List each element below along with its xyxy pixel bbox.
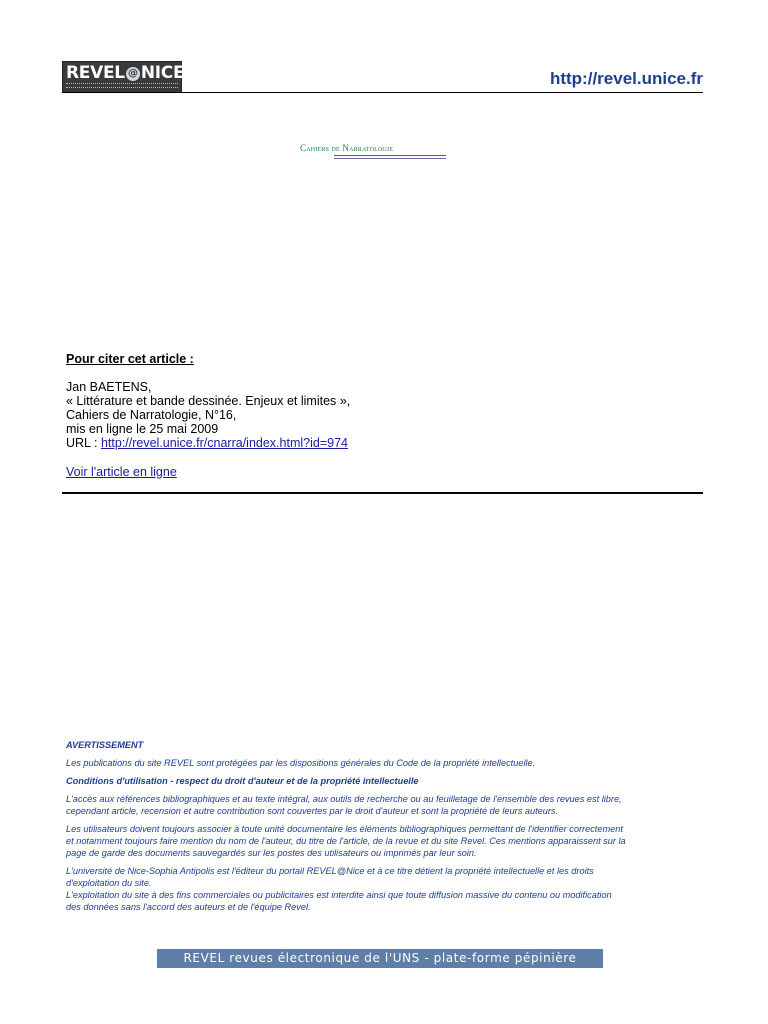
p3-line1: Les utilisateurs doivent toujours associer à toute unité documentaire les éléments bibliographiques permettant de l'identifier correctement <box>66 824 623 834</box>
journal-underline-red <box>334 155 446 156</box>
citation-url-line <box>66 436 350 450</box>
citation-url-link[interactable]: http://revel.unice.fr/cnarra/index.html?id=974 <box>100 436 348 450</box>
revel-nice-logo <box>62 61 185 93</box>
section-divider <box>62 492 703 494</box>
site-url-link[interactable]: http://revel.unice.fr <box>549 69 703 88</box>
warning-title: AVERTISSEMENT <box>66 740 144 750</box>
p4-line4: des données sans l'accord des auteurs et de l'équipe Revel. <box>66 902 311 912</box>
warning-block <box>66 739 706 919</box>
p2-line2: cependant article, recension et autre contribution sont couvertes par le droit d'auteur et sont la propriété de leurs auteurs. <box>66 806 559 816</box>
conditions-title: Conditions d'utilisation - respect du droit d'auteur et de la propriété intellectuelle <box>66 776 419 786</box>
citation-block <box>66 380 350 450</box>
voir-article-link[interactable]: Voir l'article en ligne <box>66 465 177 479</box>
citation-url-label: URL : <box>66 436 101 450</box>
warning-paragraph-2 <box>66 793 706 817</box>
logo-nice-text: NICE <box>140 63 185 83</box>
journal-title: Cahiers de Narratologie <box>300 143 394 153</box>
citation-title: « Littérature et bande dessinée. Enjeux et limites », <box>66 394 351 408</box>
p4-line2: d'exploitation du site. <box>66 878 152 888</box>
cite-heading: Pour citer cet article : <box>66 352 194 366</box>
logo-at-icon: @ <box>126 67 140 81</box>
footer-banner: REVEL revues électronique de l'UNS - plate-forme pépinière <box>157 949 603 968</box>
journal-underline-purple <box>334 158 446 159</box>
logo-text <box>66 63 184 83</box>
citation-author: Jan BAETENS, <box>66 380 152 394</box>
p4-line1: L'université de Nice-Sophia Antipolis est l'éditeur du portail REVEL@Nice et à ce titre détient la propriété intellectuelle et les droits <box>66 866 594 876</box>
warning-paragraph-3 <box>66 823 706 859</box>
p3-line2: et notamment toujours faire mention du nom de l'auteur, du titre de l'article, de la revue et du site Revel. Ces mentions apparaissent sur la <box>66 836 626 846</box>
header-divider <box>62 92 703 93</box>
warning-paragraph-4 <box>66 865 706 913</box>
p3-line3: page de garde des documents sauvegardés sur les postes des utilisateurs ou imprimés par leur soin. <box>66 848 477 858</box>
logo-subtitle-line <box>66 83 178 88</box>
citation-journal: Cahiers de Narratologie, N°16, <box>66 408 237 422</box>
warning-paragraph-1: Les publications du site REVEL sont protégées par les dispositions générales du Code de la propriété intellectuelle. <box>66 758 536 768</box>
p4-line3: L'exploitation du site à des fins commerciales ou publicitaires est interdite ainsi que toute diffusion massive du contenu ou modification <box>66 890 612 900</box>
citation-date: mis en ligne le 25 mai 2009 <box>66 422 219 436</box>
p2-line1: L'accès aux références bibliographiques et au texte intégral, aux outils de recherche ou au feuilletage de l'ensemble des revues est libre, <box>66 794 622 804</box>
logo-revel-text: REVEL <box>66 63 125 83</box>
